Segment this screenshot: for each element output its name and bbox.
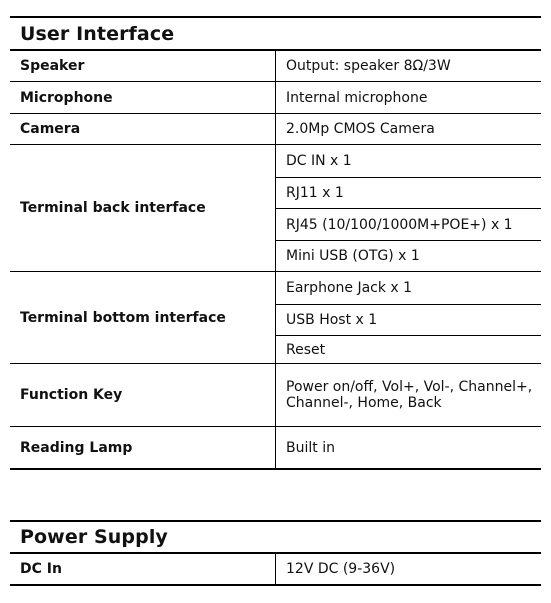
row-value: USB Host x 1	[276, 305, 542, 336]
table-row	[10, 82, 541, 114]
row-value: 12V DC (9-36V)	[276, 553, 542, 585]
table-row	[10, 50, 541, 82]
row-label: Terminal back interface	[10, 145, 276, 272]
row-value: RJ11 x 1	[276, 178, 542, 209]
row-value: Built in	[276, 427, 542, 470]
row-label: Terminal bottom interface	[10, 272, 276, 364]
row-value: Mini USB (OTG) x 1	[276, 241, 542, 272]
table-row	[10, 427, 541, 470]
user-interface-title: User Interface	[10, 17, 541, 50]
power-supply-table	[10, 520, 541, 586]
table-row	[10, 553, 541, 585]
row-value: Reset	[276, 336, 542, 364]
row-label: Reading Lamp	[10, 427, 276, 470]
row-label: Function Key	[10, 364, 276, 427]
table-row	[10, 364, 541, 427]
table-row	[10, 272, 541, 305]
row-value: RJ45 (10/100/1000M+POE+) x 1	[276, 209, 542, 241]
power-supply-title: Power Supply	[10, 521, 541, 553]
row-label: DC In	[10, 553, 276, 585]
row-value: Output: speaker 8Ω/3W	[276, 50, 542, 82]
table-row	[10, 114, 541, 145]
row-value: Earphone Jack x 1	[276, 272, 542, 305]
row-value: Internal microphone	[276, 82, 542, 114]
row-label: Speaker	[10, 50, 276, 82]
row-label: Camera	[10, 114, 276, 145]
row-value: 2.0Mp CMOS Camera	[276, 114, 542, 145]
row-label: Microphone	[10, 82, 276, 114]
table-row	[10, 145, 541, 178]
user-interface-table	[10, 16, 541, 470]
row-value: Power on/off, Vol+, Vol-, Channel+, Channel-, Home, Back	[276, 364, 542, 427]
row-value: DC IN x 1	[276, 145, 542, 178]
